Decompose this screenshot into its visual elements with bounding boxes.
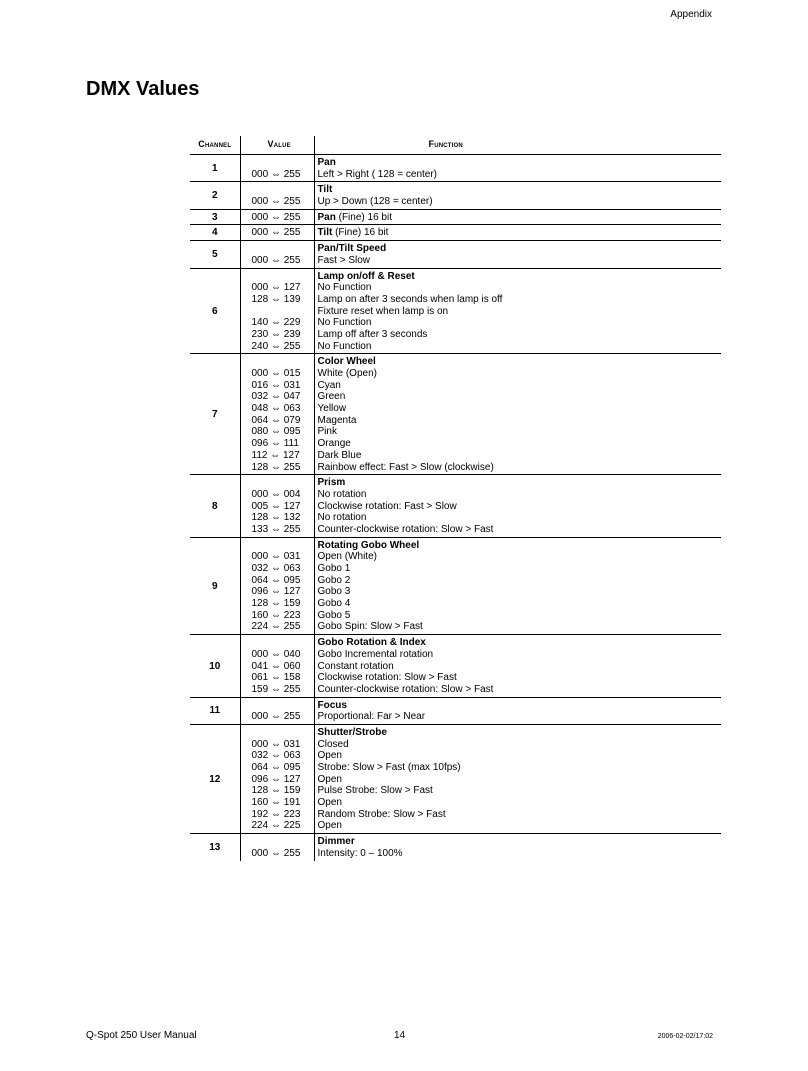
channel-cell: 3: [190, 209, 240, 225]
dmx-value-range: 096 ⇔ 111: [251, 438, 299, 450]
dmx-value-range: 000 ⇔ 127: [251, 282, 301, 294]
dmx-table-container: [190, 136, 721, 861]
table-row: [190, 635, 721, 697]
function-description: Left > Right ( 128 = center): [317, 168, 438, 180]
function-description: Open: [317, 820, 342, 832]
table-row: [190, 724, 721, 833]
dmx-value-range: 061 ⇔ 158: [251, 672, 301, 684]
function-line: [318, 212, 722, 224]
dmx-value-range: 224 ⇔ 255: [251, 621, 301, 633]
function-description: Yellow: [317, 403, 347, 415]
table-row: [190, 155, 721, 182]
dmx-value-range: 096 ⇔ 127: [251, 773, 301, 785]
function-title: Pan/Tilt Speed: [317, 243, 387, 255]
dmx-value-range: 133 ⇔ 255: [251, 523, 301, 535]
dmx-value-range: 016 ⇔ 031: [251, 379, 301, 391]
function-description: Open: [317, 797, 342, 809]
function-description: Gobo Spin: Slow > Fast: [317, 621, 423, 633]
function-description: Fast > Slow: [317, 254, 371, 266]
function-title: Color Wheel: [317, 356, 376, 368]
function-description: No rotation: [317, 512, 367, 524]
value-cell: [240, 225, 314, 241]
function-description: Rainbow effect: Fast > Slow (clockwise): [317, 461, 494, 473]
dmx-value-range: 224 ⇔ 225: [251, 820, 301, 832]
function-description: No Function: [317, 317, 372, 329]
function-description: Strobe: Slow > Fast (max 10fps): [317, 762, 461, 774]
channel-cell: 10: [190, 635, 240, 697]
dmx-value-range: 000 ⇔ 015: [251, 368, 301, 380]
dmx-value-range: 000 ⇔ 031: [251, 738, 301, 750]
value-cell: [240, 537, 314, 635]
value-cell: [240, 354, 314, 475]
dmx-value-range: 192 ⇔ 223: [251, 808, 301, 820]
function-description: Gobo Incremental rotation: [317, 648, 434, 660]
function-description: Proportional: Far > Near: [317, 711, 426, 723]
function-description: Cyan: [317, 379, 341, 391]
dmx-value-range: [252, 306, 314, 318]
function-description: Up > Down (128 = center): [317, 196, 433, 208]
page-title: DMX Values: [86, 78, 200, 100]
dmx-value-range: 000 ⇔ 255: [251, 711, 301, 723]
function-title: Gobo Rotation & Index: [317, 637, 426, 649]
dmx-value-range: 140 ⇔ 229: [251, 317, 301, 329]
header-function: [314, 136, 721, 155]
function-title: Lamp on/off & Reset: [317, 270, 415, 282]
function-description: Lamp off after 3 seconds: [317, 328, 428, 340]
function-cell: [314, 475, 721, 537]
dmx-value-range: 112 ⇔ 127: [251, 449, 300, 461]
header-function-label: Function: [428, 139, 463, 150]
table-header-row: [190, 136, 721, 155]
table-row: [190, 241, 721, 268]
function-description: No rotation: [317, 488, 367, 500]
function-description: Counter-clockwise rotation: Slow > Fast: [317, 683, 494, 695]
function-description: White (Open): [317, 368, 377, 380]
channel-cell: 2: [190, 182, 240, 209]
function-cell: [314, 182, 721, 209]
value-cell: [240, 209, 314, 225]
function-title: Dimmer: [317, 836, 355, 848]
function-cell: [314, 537, 721, 635]
dmx-values-table: [190, 136, 721, 861]
dmx-value-range: 000 ⇔ 004: [251, 488, 301, 500]
value-cell: [240, 268, 314, 354]
dmx-value-range: 096 ⇔ 127: [251, 586, 301, 598]
function-description: Random Strobe: Slow > Fast: [317, 808, 446, 820]
channel-cell: 9: [190, 537, 240, 635]
dmx-value-range: 000 ⇔ 255: [251, 847, 301, 859]
function-cell: [314, 724, 721, 833]
dmx-value-range: 064 ⇔ 079: [251, 414, 301, 426]
value-cell: [240, 635, 314, 697]
function-title: Focus: [317, 699, 347, 711]
function-description: Gobo 2: [317, 574, 351, 586]
dmx-value-range: 064 ⇔ 095: [251, 574, 301, 586]
function-description: Open: [317, 750, 342, 762]
function-description: Green: [317, 391, 346, 403]
function-detail: (Fine) 16 bit: [332, 227, 389, 239]
dmx-value-range: 032 ⇔ 063: [251, 563, 301, 575]
dmx-value-range: 000 ⇔ 255: [251, 168, 301, 180]
table-row: [190, 268, 721, 354]
dmx-value-range: 230 ⇔ 239: [251, 328, 301, 340]
value-cell: [240, 182, 314, 209]
table-row: [190, 834, 721, 861]
value-cell: [240, 241, 314, 268]
dmx-value-range: 005 ⇔ 127: [251, 500, 301, 512]
function-description: No Function: [317, 282, 372, 294]
function-title: Rotating Gobo Wheel: [317, 539, 420, 551]
dmx-value-range: 064 ⇔ 095: [251, 762, 301, 774]
function-description: Constant rotation: [317, 660, 394, 672]
function-description: Intensity: 0 – 100%: [317, 847, 403, 859]
function-title: Tilt: [317, 184, 333, 196]
header-channel-label: Channel: [198, 139, 232, 150]
value-cell: [240, 155, 314, 182]
function-title: Pan: [317, 211, 336, 223]
value-cell: [240, 834, 314, 861]
dmx-value-range: 000 ⇔ 255: [251, 227, 301, 239]
footer-manual-title: Q-Spot 250 User Manual: [86, 1030, 197, 1041]
dmx-value-range: 128 ⇔ 159: [251, 785, 301, 797]
function-cell: [314, 697, 721, 724]
header-section: Appendix: [670, 9, 712, 20]
dmx-value-range: 160 ⇔ 191: [251, 797, 301, 809]
table-row: [190, 475, 721, 537]
function-description: Orange: [317, 438, 351, 450]
function-description: Fixture reset when lamp is on: [317, 305, 449, 317]
function-cell: [314, 354, 721, 475]
header-value-label: Value: [267, 139, 291, 150]
function-cell: [314, 155, 721, 182]
dmx-value-range: 128 ⇔ 255: [251, 461, 301, 473]
channel-cell: 13: [190, 834, 240, 861]
dmx-value-range: 240 ⇔ 255: [251, 340, 301, 352]
dmx-value-range: 000 ⇔ 255: [251, 254, 301, 266]
function-description: Open (White): [317, 551, 377, 563]
table-row: [190, 537, 721, 635]
value-cell: [240, 724, 314, 833]
dmx-value-range: 032 ⇔ 063: [251, 750, 301, 762]
function-description: Open: [317, 773, 342, 785]
table-row: [190, 225, 721, 241]
dmx-value-range: 128 ⇔ 132: [251, 512, 301, 524]
channel-cell: 4: [190, 225, 240, 241]
function-detail: (Fine) 16 bit: [335, 211, 392, 223]
function-cell: [314, 834, 721, 861]
function-cell: [314, 241, 721, 268]
footer-date: 2006-02-02/17:02: [657, 1033, 713, 1040]
channel-cell: 8: [190, 475, 240, 537]
table-body: [190, 155, 721, 861]
dmx-value-range: 041 ⇔ 060: [251, 660, 301, 672]
function-line: [318, 227, 722, 239]
dmx-value-range: 128 ⇔ 139: [251, 293, 301, 305]
function-cell: [314, 225, 721, 241]
function-description: Clockwise rotation: Slow > Fast: [317, 672, 457, 684]
value-cell: [240, 697, 314, 724]
function-cell: [314, 268, 721, 354]
dmx-value-range: 128 ⇔ 159: [251, 598, 301, 610]
function-cell: [314, 209, 721, 225]
channel-cell: 11: [190, 697, 240, 724]
function-title: Prism: [317, 477, 346, 489]
function-description: Magenta: [317, 414, 357, 426]
table-row: [190, 697, 721, 724]
header-channel: [190, 136, 240, 155]
table-row: [190, 182, 721, 209]
value-cell: [240, 475, 314, 537]
channel-cell: 7: [190, 354, 240, 475]
function-description: Gobo 1: [317, 563, 351, 575]
function-description: Clockwise rotation: Fast > Slow: [317, 500, 457, 512]
function-description: Gobo 3: [317, 586, 351, 598]
dmx-value-range: 032 ⇔ 047: [251, 391, 301, 403]
channel-cell: 12: [190, 724, 240, 833]
dmx-value-range: 159 ⇔ 255: [251, 683, 301, 695]
channel-cell: 1: [190, 155, 240, 182]
header-value: [240, 136, 314, 155]
function-description: Pink: [317, 426, 337, 438]
channel-cell: 5: [190, 241, 240, 268]
function-description: Gobo 5: [317, 609, 351, 621]
footer-page-number: 14: [394, 1030, 406, 1041]
function-description: No Function: [317, 340, 372, 352]
dmx-value-range: 080 ⇔ 095: [251, 426, 301, 438]
function-description: Closed: [317, 738, 349, 750]
dmx-value-range: 000 ⇔ 040: [251, 648, 301, 660]
function-description: Pulse Strobe: Slow > Fast: [317, 785, 433, 797]
channel-cell: 6: [190, 268, 240, 354]
dmx-value-range: 000 ⇔ 255: [251, 211, 301, 223]
function-description: Gobo 4: [317, 598, 351, 610]
function-description: Dark Blue: [317, 449, 362, 461]
function-title: Pan: [317, 157, 336, 168]
function-title: Shutter/Strobe: [317, 726, 387, 738]
function-description: Lamp on after 3 seconds when lamp is off: [317, 293, 503, 305]
table-row: [190, 209, 721, 225]
function-title: Tilt: [317, 227, 333, 239]
function-description: Counter-clockwise rotation: Slow > Fast: [317, 523, 494, 535]
function-cell: [314, 635, 721, 697]
dmx-value-range: 000 ⇔ 031: [251, 551, 301, 563]
dmx-value-range: 048 ⇔ 063: [251, 403, 301, 415]
dmx-value-range: 000 ⇔ 255: [251, 196, 301, 208]
dmx-value-range: 160 ⇔ 223: [251, 609, 301, 621]
table-row: [190, 354, 721, 475]
